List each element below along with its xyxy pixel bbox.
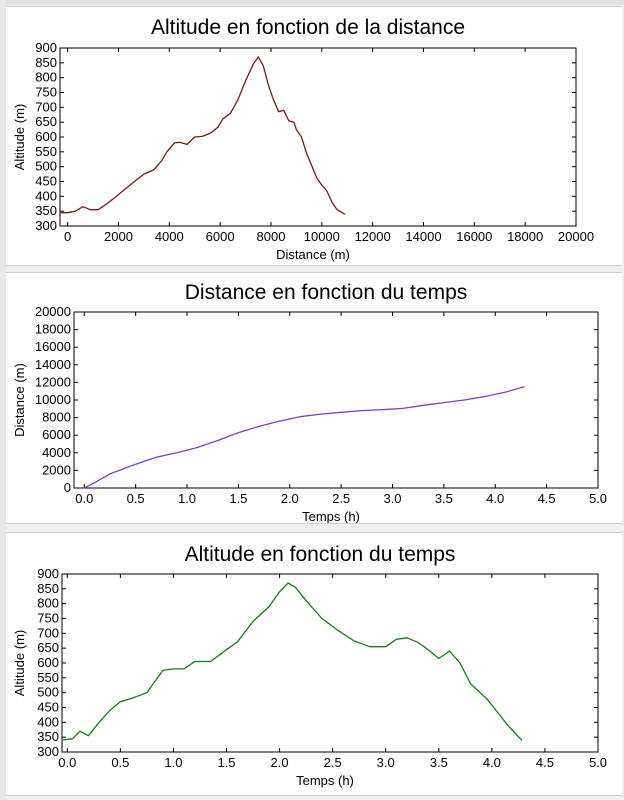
x-tick-label: 3.5 <box>434 491 453 506</box>
y-tick-label: 700 <box>37 625 59 641</box>
y-tick-label: 300 <box>37 744 59 759</box>
x-axis-label: Distance (m) <box>276 247 350 262</box>
y-tick-label: 450 <box>35 173 57 189</box>
window-top-strip <box>0 0 624 5</box>
x-tick-label: 20000 <box>557 229 595 244</box>
y-axis-label: Altitude (m) <box>12 629 27 697</box>
y-tick-label: 850 <box>35 54 57 70</box>
x-tick-label: 6000 <box>205 229 235 244</box>
x-tick-label: 2.0 <box>280 491 299 506</box>
y-tick-label: 600 <box>37 655 59 670</box>
y-axis-label: Altitude (m) <box>12 103 27 171</box>
chart-altitude-temps <box>6 533 622 795</box>
x-tick-label: 3.0 <box>376 755 395 770</box>
y-tick-label: 750 <box>37 610 59 626</box>
x-tick-label: 8000 <box>256 229 286 244</box>
y-tick-label: 8000 <box>42 409 71 425</box>
x-tick-label: 1.5 <box>217 755 236 770</box>
x-tick-label: 4.0 <box>482 755 501 770</box>
chart-panel-altitude-distance <box>6 6 622 266</box>
x-tick-label: 0.0 <box>75 491 94 506</box>
y-tick-label: 6000 <box>42 427 71 443</box>
chart-title: Altitude en fonction de la distance <box>150 16 466 39</box>
x-tick-label: 4000 <box>154 229 184 244</box>
x-tick-label: 1.0 <box>164 755 183 770</box>
y-tick-label: 750 <box>35 84 57 100</box>
x-tick-label: 10000 <box>303 229 340 244</box>
series-line-altitude-temps <box>62 583 522 740</box>
y-tick-label: 400 <box>35 188 57 204</box>
x-tick-label: 0 <box>64 229 72 244</box>
x-tick-label: 4.0 <box>486 491 505 506</box>
x-tick-label: 2000 <box>104 229 133 244</box>
x-tick-label: 1.0 <box>177 491 197 506</box>
chart-panel-altitude-temps <box>6 532 622 796</box>
x-tick-label: 0.5 <box>126 491 145 506</box>
chart-altitude-distance <box>6 7 622 265</box>
x-tick-label: 0.5 <box>111 755 130 770</box>
y-tick-label: 650 <box>37 640 59 656</box>
plot-frame <box>60 48 576 226</box>
series-line-altitude-distance <box>60 57 345 214</box>
x-tick-label: 16000 <box>456 229 493 244</box>
y-tick-label: 2000 <box>42 462 71 478</box>
x-tick-label: 18000 <box>507 229 544 244</box>
y-tick-label: 4000 <box>42 444 71 460</box>
x-tick-label: 2.5 <box>332 491 351 506</box>
y-tick-label: 400 <box>37 714 59 730</box>
y-tick-label: 900 <box>37 566 59 581</box>
chart-title: Altitude en fonction du temps <box>184 543 456 566</box>
y-tick-label: 0 <box>63 480 71 495</box>
y-tick-label: 650 <box>35 114 57 130</box>
chart-title: Distance en fonction du temps <box>184 281 468 304</box>
x-tick-label: 4.5 <box>537 491 556 506</box>
y-tick-label: 450 <box>37 699 59 715</box>
series-line-distance-temps <box>84 387 524 488</box>
plot-frame <box>74 312 598 488</box>
y-tick-label: 900 <box>35 40 57 55</box>
y-tick-label: 350 <box>37 729 59 745</box>
chart-distance-temps <box>6 273 622 523</box>
x-tick-label: 4.5 <box>535 755 554 770</box>
x-tick-label: 3.5 <box>429 755 448 770</box>
x-tick-label: 12000 <box>354 229 391 244</box>
y-tick-label: 20000 <box>34 304 71 319</box>
x-tick-label: 0.0 <box>58 755 77 770</box>
plot-frame <box>62 574 598 752</box>
x-tick-label: 1.5 <box>229 491 248 506</box>
x-tick-label: 2.0 <box>270 755 289 770</box>
y-tick-label: 800 <box>37 595 59 611</box>
x-tick-label: 3.0 <box>383 491 402 506</box>
x-tick-label: 14000 <box>405 229 442 244</box>
x-axis-label: Temps (h) <box>296 773 354 788</box>
x-tick-label: 5.0 <box>588 755 608 770</box>
x-tick-label: 5.0 <box>588 491 608 506</box>
y-tick-label: 600 <box>35 129 57 144</box>
y-tick-label: 18000 <box>34 321 71 337</box>
y-tick-label: 500 <box>37 684 59 700</box>
chart-panel-distance-temps <box>6 272 622 524</box>
y-tick-label: 700 <box>35 99 57 115</box>
y-tick-label: 850 <box>37 580 59 596</box>
y-tick-label: 550 <box>37 669 59 685</box>
y-axis-label: Distance (m) <box>12 363 27 437</box>
y-tick-label: 14000 <box>34 356 71 372</box>
y-tick-label: 16000 <box>34 339 71 355</box>
y-tick-label: 550 <box>35 143 57 159</box>
x-tick-label: 2.5 <box>323 755 342 770</box>
y-tick-label: 800 <box>35 69 57 85</box>
y-tick-label: 500 <box>35 158 57 174</box>
y-tick-label: 10000 <box>34 392 71 407</box>
y-tick-label: 350 <box>35 203 57 219</box>
y-tick-label: 12000 <box>34 374 71 390</box>
y-tick-label: 300 <box>35 218 57 233</box>
x-axis-label: Temps (h) <box>302 509 360 523</box>
